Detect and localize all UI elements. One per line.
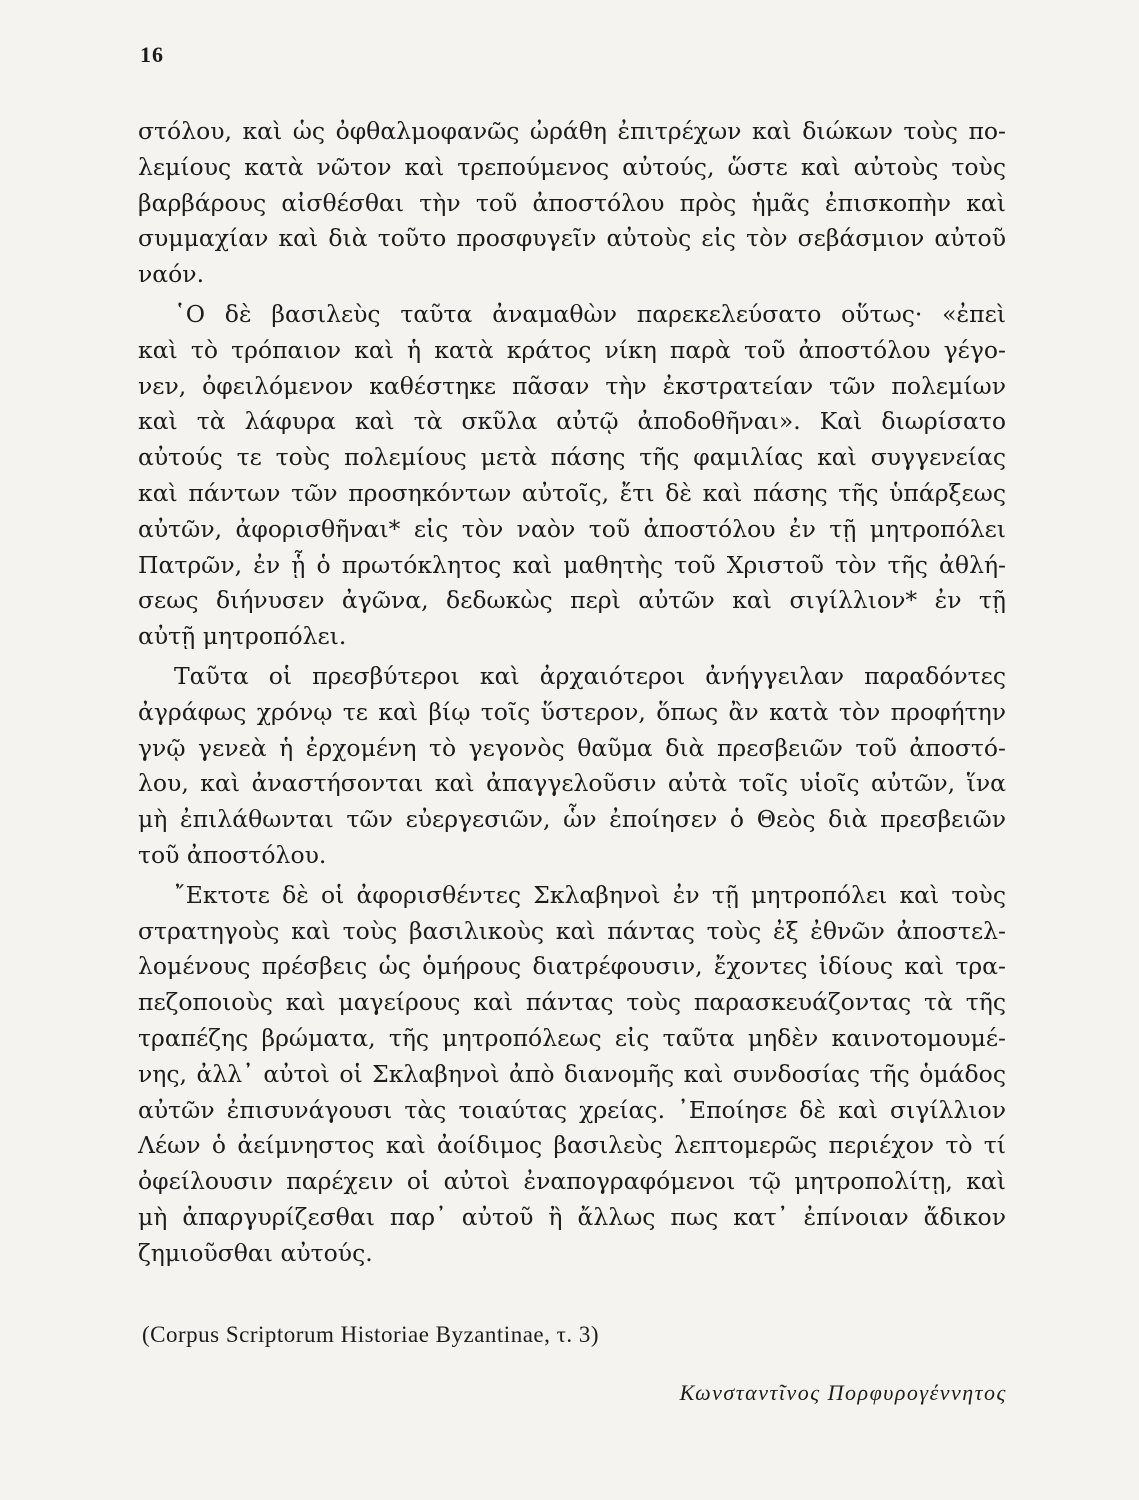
text-line: μὴ ἀπαργυρίζεσθαι παρ᾽ αὐτοῦ ἢ ἄλλως πως κατ᾽ ἐπίνοιαν ἄδικον	[138, 1202, 1006, 1231]
text-line: λομένους πρέσβεις ὡς ὁμήρους διατρέφουσιν, ἔχοντες ἰδίους καὶ τρα-	[138, 952, 1006, 981]
paragraph	[138, 659, 1006, 695]
page-number: 16	[140, 42, 164, 67]
text-line: ναόν.	[138, 260, 205, 289]
text-line: ῾Ο δὲ βασιλεὺς ταῦτα ἀναμαθὼν παρεκελεύσατο οὕτως· «ἐπεὶ	[174, 299, 1006, 328]
text-line: καὶ πάντων τῶν προσηκόντων αὐτοῖς, ἔτι δὲ καὶ πάσης τῆς ὑπάρξεως	[138, 478, 1006, 507]
text-line: τραπέζης βρώματα, τῆς μητροπόλεως εἰς ταῦτα μηδὲν καινοτομουμέ-	[138, 1023, 1006, 1052]
text-line: πεζοποιοὺς καὶ μαγείρους καὶ πάντας τοὺς παρασκευάζοντας τὰ τῆς	[138, 988, 1006, 1017]
text-line: στρατηγοὺς καὶ τοὺς βασιλικοὺς καὶ πάντας τοὺς ἐξ ἐθνῶν ἀποστελ-	[138, 916, 1006, 945]
text-line: συμμαχίαν καὶ διὰ τοῦτο προσφυγεῖν αὐτοὺς εἰς τὸν σεβάσμιον αὐτοῦ	[138, 224, 1006, 253]
text-line: αὐτῇ μητροπόλει.	[138, 622, 347, 651]
paragraph	[138, 297, 1006, 333]
paragraph-continued	[138, 333, 1006, 655]
text-line: ῎Εκτοτε δὲ οἱ ἀφορισθέντες Σκλαβηνοὶ ἐν τῇ μητροπόλει καὶ τοὺς	[174, 880, 1006, 909]
text-line: Πατρῶν, ἐν ᾗ ὁ πρωτόκλητος καὶ μαθητὴς τοῦ Χριστοῦ τὸν τῆς ἀθλή-	[138, 550, 1006, 579]
text-line: νης, ἀλλ᾽ αὐτοὶ οἱ Σκλαβηνοὶ ἀπὸ διανομῆς καὶ συνδοσίας τῆς ὁμάδος	[138, 1059, 1006, 1088]
text-line: αὐτούς τε τοὺς πολεμίους μετὰ πάσης τῆς φαμιλίας καὶ συγγενείας	[138, 443, 1006, 472]
text-line: ὀφείλουσιν παρέχειν οἱ αὐτοὶ ἐναπογραφόμενοι τῷ μητροπολίτῃ, καὶ	[138, 1167, 1006, 1196]
text-line: τοῦ ἀποστόλου.	[138, 840, 327, 869]
author-name: Κωνσταντῖνος Πορφυρογέννητος	[679, 1380, 1007, 1405]
text-line: ἀγράφως χρόνῳ τε καὶ βίῳ τοῖς ὕστερον, ὅπως ἂν κατὰ τὸν προφήτην	[138, 697, 1006, 726]
paragraph-continued	[138, 914, 1006, 1272]
text-line: αὐτῶν ἐπισυνάγουσι τὰς τοιαύτας χρείας. ᾽Εποίησε δὲ καὶ σιγίλλιον	[138, 1095, 1006, 1124]
text-line: αὐτῶν, ἀφορισθῆναι* εἰς τὸν ναὸν τοῦ ἀποστόλου ἐν τῇ μητροπόλει	[138, 514, 1006, 543]
text-line: καὶ τὸ τρόπαιον καὶ ἡ κατὰ κράτος νίκη παρὰ τοῦ ἀποστόλου γέγο-	[138, 335, 1006, 364]
text-line: λου, καὶ ἀναστήσονται καὶ ἀπαγγελοῦσιν αὐτὰ τοῖς υἱοῖς αὐτῶν, ἵνα	[138, 769, 1006, 798]
text-line: νεν, ὀφειλόμενον καθέστηκε πᾶσαν τὴν ἐκστρατείαν τῶν πολεμίων	[138, 371, 1006, 400]
paragraph-continued	[138, 695, 1006, 874]
text-line: Ταῦτα οἱ πρεσβύτεροι καὶ ἀρχαιότεροι ἀνήγγειλαν παραδόντες	[174, 661, 1006, 690]
text-line: γνῷ γενεὰ ἡ ἐρχομένη τὸ γεγονὸς θαῦμα διὰ πρεσβειῶν τοῦ ἀποστό-	[138, 733, 1006, 762]
body-text	[138, 114, 1006, 1272]
paragraph	[138, 114, 1006, 293]
paragraph	[138, 878, 1006, 914]
text-line: βαρβάρους αἰσθέσθαι τὴν τοῦ ἀποστόλου πρὸς ἡμᾶς ἐπισκοπὴν καὶ	[138, 188, 1006, 217]
text-line: μὴ ἐπιλάθωνται τῶν εὐεργεσιῶν, ὧν ἐποίησεν ὁ Θεὸς διὰ πρεσβειῶν	[138, 805, 1006, 834]
source-citation: (Corpus Scriptorum Historiae Byzantinae, τ. 3)	[142, 1322, 600, 1347]
text-line: Λέων ὁ ἀείμνηστος καὶ ἀοίδιμος βασιλεὺς λεπτομερῶς περιέχον τὸ τί	[138, 1131, 1006, 1160]
text-line: καὶ τὰ λάφυρα καὶ τὰ σκῦλα αὐτῷ ἀποδοθῆναι». Καὶ διωρίσατο	[138, 407, 1006, 436]
text-line: στόλου, καὶ ὡς ὀφθαλμοφανῶς ὠράθη ἐπιτρέχων καὶ διώκων τοὺς πο-	[138, 117, 1006, 145]
text-line: λεμίους κατὰ νῶτον καὶ τρεπούμενος αὐτούς, ὥστε καὶ αὐτοὺς τοὺς	[138, 152, 1006, 181]
text-line: σεως διήνυσεν ἀγῶνα, δεδωκὼς περὶ αὐτῶν καὶ σιγίλλιον* ἐν τῇ	[138, 586, 1006, 615]
text-line: ζημιοῦσθαι αὐτούς.	[138, 1238, 373, 1267]
